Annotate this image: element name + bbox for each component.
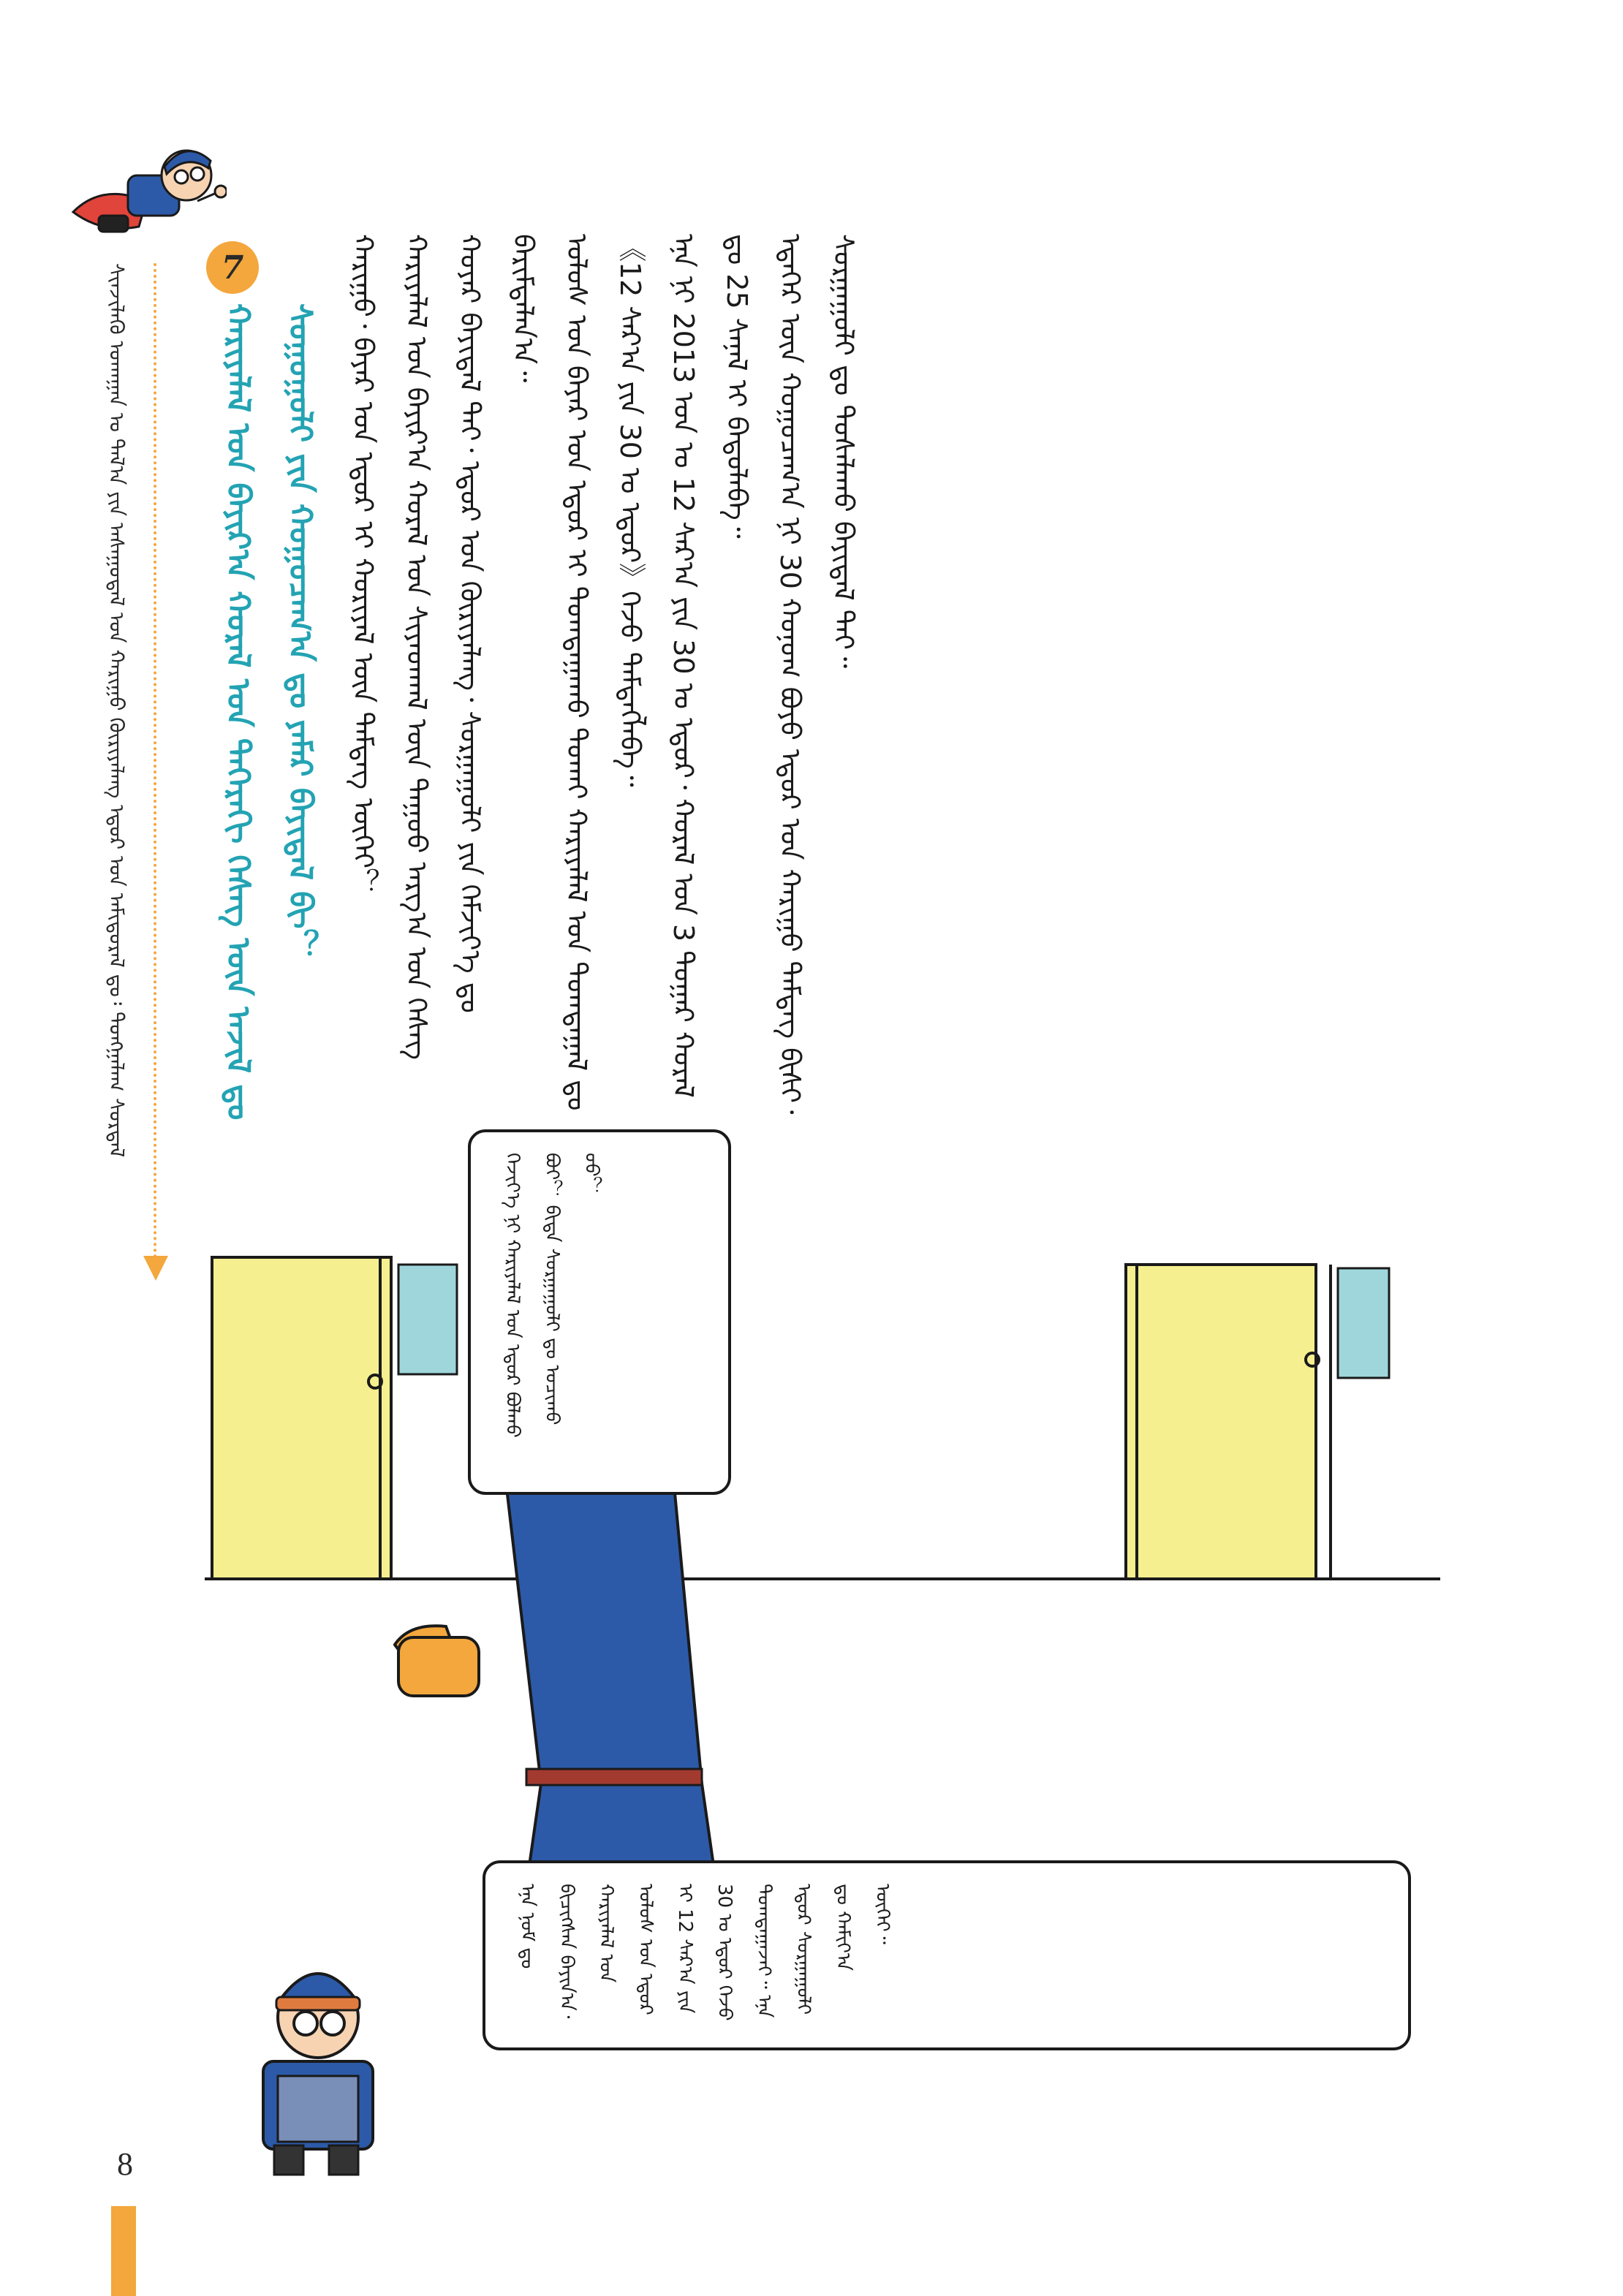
question-number-badge: 7 [206,241,259,294]
body-paragraph: ᠡᠨᠡ ᠨᠢ 2013 ᠤᠨ ᠤ 12 ᠰᠠᠷ᠎ᠠ ᠶᠢᠨ 30 ᠤ ᠡᠳᠦᠷ᠂ ᠬᠤᠷᠠᠯ ᠤᠨ 3 ᠳᠤᠭᠠᠷ ᠬᠤᠷᠠᠯ ᠳᠤ 25 ᠰᠠᠨᠠᠯ ᠢ ᠪᠠᠲᠤᠯᠠᠪᠠ᠃ [667,234,753,1098]
speech-bubble-adult: ᠬᠡᠵᠢᠶ᠎ᠡ ᠨᠢ ᠬᠠᠷᠢᠶᠠᠯᠠᠯ ᠤᠨ ᠡᠳᠦᠷ ᠪᠣᠯᠬᠤ ᠪᠤᠢ？ ᠪᠢᠳᠡ ᠰᠤᠷᠭᠠᠭᠤᠯᠢ ᠳᠤ ᠣᠴᠢᠬᠤ ᠤᠤ？ [468,1129,731,1495]
header-dotted-rule [154,263,156,1265]
body-paragraph: ᠡᠳᠡᠭᠡᠷ ᠦᠨ ᠬᠤᠭᠤᠴᠠᠭ᠎ᠠ ᠨᠢ 30 ᠬᠣᠨᠤᠭ ᠪᠤᠶᠤ ᠡᠳᠦᠷ ᠤᠨ ᠬᠠᠷᠢᠭᠤ ᠲᠡᠮᠳᠡᠭ ᠪᠢᠰᠢ᠂ ᠰᠤᠷᠭᠠᠭᠤᠯᠢ ᠳᠤ ᠲᠤᠰᠠᠯᠠᠬᠤ ᠪᠠᠶᠢᠳᠠᠯ ᠲᠠᠢ᠃ [774,234,860,1115]
body-paragraph: ᠬᠠᠷᠢᠶᠠᠯᠠᠯ ᠤᠨ ᠪᠠᠶᠢᠷ᠎ᠠ ᠬᠤᠷᠠᠯ ᠤᠨ ᠰᠢᠶᠠᠳᠬᠠᠯ ᠦᠨ ᠳᠠᠭᠤᠤ ᠠᠷᠭ᠎ᠠ ᠤᠨ ᠬᠡᠰᠡᠭ ᠬᠣᠶᠠᠷ ᠪᠠᠶᠢᠳᠠᠯ ᠲᠠᠢ᠂ ᠡᠳᠦᠷ ᠤᠨ ᠬᠦᠷᠢᠶᠡᠯᠡᠩ᠂ ᠰᠤᠷᠭᠠᠭᠤᠯᠢ ᠶᠢᠨ ᠬᠡᠮᠵᠢᠶ᠎ᠡ ᠳᠤ ᠪᠠᠷᠢᠮᠲᠠᠯᠠᠨ᠎ᠠ᠃ [401,234,540,1060]
door-left [212,1257,391,1579]
body-text [336,234,1411,1118]
speech-bubble-child: ᠡᠨᠡ ᠨᠣᠮ ᠳᠤ ᠪᠢᠴᠢᠭᠰᠡᠨ ᠪᠠᠶᠢᠨ᠎ᠠ᠂ ᠬᠠᠷᠢᠶᠠᠯᠠᠯ ᠤᠨ ᠤᠯᠤᠰ ᠤᠨ ᠡᠳᠦᠷ ᠢ 12 ᠰᠠᠷ᠎ᠠ ᠶᠢᠨ 30 ᠤ ᠡᠳᠦᠷ ᠭᠡᠵᠦ ᠲᠣᠭᠲᠠᠭᠠᠵᠠᠢ᠃ ᠡᠨᠡ ᠡᠳᠦᠷ ᠰᠤᠷᠭᠠᠭᠤᠯᠢ ᠳᠤ ᠬᠠᠮᠢᠶ᠎ᠠ ᠦᠭᠡᠢ᠃ [483,1860,1411,2050]
question-title-line-2: ᠰᠤᠭᠤᠭᠤᠯᠢ ᠶᠢᠨ ᠬᠤᠭᠤᠴᠠᠭ᠎ᠠ ᠳᠤ ᠶᠠᠮᠠᠷ ᠪᠠᠶᠢᠳᠠᠯ ᠪᠢ？ [281,303,319,961]
page-tab-bar [111,2206,136,2296]
flying-mascot-icon [58,132,227,263]
body-paragraph: ᠤᠯᠤᠰ ᠤᠨ ᠪᠠᠶᠠᠷ ᠤᠨ ᠡᠳᠦᠷ ᠢ ᠲᠤᠭᠲᠠᠭᠠᠬᠤ ᠲᠤᠬᠠᠢ ᠬᠠᠷᠢᠶᠠᠯᠠᠯ ᠤᠨ ᠲᠣᠭᠲᠠᠭᠠᠯ ᠳᠤ《12 ᠰᠠᠷ᠎ᠠ ᠶᠢᠨ 30 ᠤ ᠡᠳᠦᠷ》ᠭᠡᠵᠦ ᠲᠡᠮᠳᠡᠭᠯᠡᠪᠡ᠃ [561,234,646,1111]
running-header: ᠰᠢᠨᠵᠢᠯᠡᠬᠦ ᠤᠬᠠᠭᠠᠨ ᠤ ᠲᠠᠯ᠎ᠠ ᠶᠢᠨ ᠠᠰᠠᠭᠤᠳᠠᠯ ᠤᠨ ᠬᠠᠷᠢᠭᠤ ᠬᠦᠷᠢᠶᠡᠯᠡᠩ ᠡᠳᠦᠷ ᠤᠨ ᠠᠮᠢᠳᠤᠷᠠᠯ ᠳᠤ᠄ ᠲᠤᠩᠭᠠᠯᠠᠭ ᠰᠤᠷᠲᠠᠯ [105,263,129,1158]
child-figure [263,1974,373,2175]
body-paragraph: ᠬᠠᠷᠢᠭᠤ᠂ ᠪᠠᠶᠠᠷ ᠤᠨ ᠡᠳᠦᠷ ᠢ ᠬᠤᠷᠢᠶᠠᠯ ᠦᠨ ᠲᠡᠮᠳᠡᠭ ᠦᠬᠡᠢ？ [347,234,379,897]
door-right [1126,1265,1316,1579]
header-arrow-icon [143,1256,168,1281]
question-title-line-1: ᠬᠠᠷᠢᠶᠠᠯᠠᠯ ᠤᠨ ᠪᠠᠶᠢᠷ᠎ᠠ ᠬᠤᠷᠠᠯ ᠤᠨ ᠳᠡᠭᠡᠷᠡᠬᠢ ᠬᠡᠰᠡᠭ ᠦᠨ ᠠᠵᠢᠯ ᠳᠤ [219,303,257,1121]
page-number: 8 [117,2146,133,2182]
